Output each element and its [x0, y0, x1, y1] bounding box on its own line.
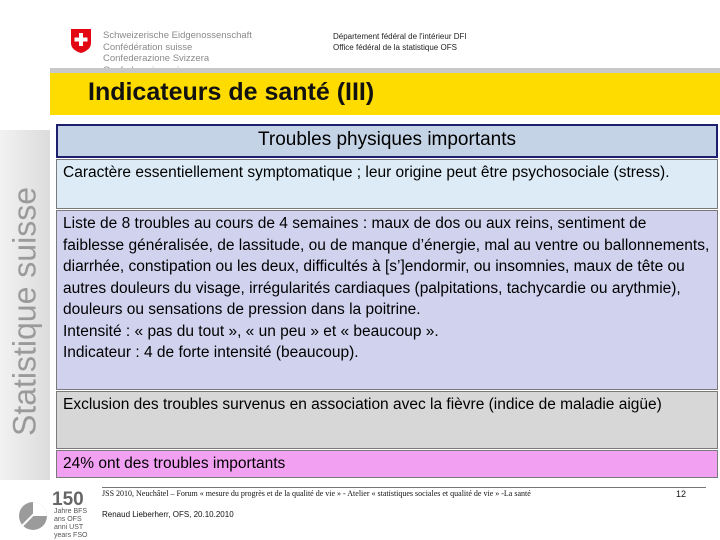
side-label: Statistique suisse — [6, 187, 43, 437]
agency-line: Confederazione Svizzera — [103, 53, 210, 64]
anniversary-line: ans OFS — [54, 516, 82, 523]
department-name — [333, 31, 467, 53]
footer-event: JSS 2010, Neuchâtel – Forum « mesure du progrès et de la qualité de vie » - Atelier « statistiques sociales et qualité de vie » -La santé — [102, 489, 531, 498]
anniversary-line: years FSO — [54, 532, 88, 539]
footer-divider — [102, 487, 706, 488]
anniversary-text — [54, 508, 87, 540]
exclusion-box: Exclusion des troubles survenus en association avec la fièvre (indice de maladie aigüe) — [56, 391, 718, 449]
indicator-line: Indicateur : 4 de forte intensité (beaucoup). — [63, 344, 359, 361]
section-heading: Troubles physiques importants — [56, 124, 718, 158]
description-box: Caractère essentiellement symptomatique ; leur origine peut être psychosociale (stress). — [56, 159, 718, 209]
troubles-list: Liste de 8 troubles au cours de 4 semaines : maux de dos ou aux reins, sentiment de faiblesse généralisée, de lassitude, ou de manque d’énergie, mal au ventre ou ballonnements, diarrhée, constipation ou les deux, difficultés à [s’]endormir, ou insomnies, maux de tête ou autres douleurs du visage, irrégularités cardiaques (palpitations, tachycardie ou arythmie), douleurs ou sensations de pression dans la poitrine. — [63, 215, 710, 318]
definition-box — [56, 210, 718, 390]
intensity-line: Intensité : « pas du tout », « un peu » et « beaucoup ». — [63, 322, 439, 340]
anniversary-line: anni UST — [54, 524, 84, 531]
department-line: Office fédéral de la statistique OFS — [333, 43, 457, 52]
page-number: 12 — [676, 489, 687, 499]
agency-line: Confédération suisse — [103, 41, 193, 53]
result-box: 24% ont des troubles importants — [56, 450, 718, 478]
department-line: Département fédéral de l'intérieur DFI — [333, 32, 467, 41]
footer-author: Renaud Lieberherr, OFS, 20.10.2010 — [102, 510, 234, 519]
slide-title: Indicateurs de santé (III) — [88, 78, 375, 106]
anniversary-number: 150 — [52, 489, 84, 510]
anniversary-line: Jahre BFS — [54, 508, 88, 515]
agency-line: Schweizerische Eidgenossenschaft — [103, 30, 252, 41]
swiss-cross-logo — [70, 28, 92, 54]
